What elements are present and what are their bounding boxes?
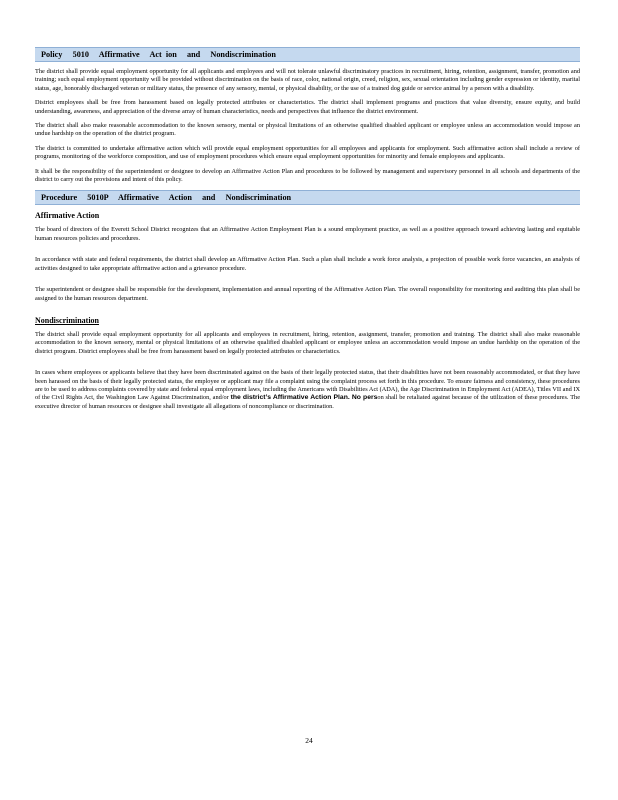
paragraph-text-start: In cases where employees or applicants believe that they have been discriminated against on the basis of their legally protected status, that their disabilities have not been reasonably accommodated, or that they have been harassed on the basis of their legally protected status, the employee or applicant may file a complaint using the complaint process set forth in this procedure. To ensure fairness and consistency, these procedures are to be used to address complaints covered by state and federal equal employment laws, including the Americans with Disabilities Act (ADA), the Age Discrimination in Employment Act (ADEA), Titles VII and IX of the Civil Rights Act, the Washington Law Against Discrimination, and/or: [35, 369, 580, 402]
policy-paragraph-1: The district shall provide equal employment opportunity for all applicants and employees and will not tolerate unlawful discriminatory practices in recruitment, hiring, retention, assignment, transfer, promotion and training; such equal employment opportunity will be provided without discrimination on the basis of race, color, national origin, creed, religion, sex, sexual orientation including gender expression or identity, marital status, age, honorably discharged veteran or military status, the presence of any sensory, mental, or physical disability, or the use of a trained dog guide or service animal by a person with a disability.: [35, 68, 580, 92]
policy-paragraph-3: The district shall also make reasonable accommodation to the known sensory, mental or physical limitations of an otherwise qualified disabled applicant or employee unless an accommodation would impose an undue hardship on the operation of the district program.: [35, 122, 580, 138]
nondiscrimination-paragraph-2: [35, 369, 580, 411]
nondiscrimination-heading: Nondiscrimination: [35, 315, 100, 325]
procedure-header: Procedure 5010P Affirmative Action and Nondiscrimination: [35, 190, 580, 205]
policy-paragraph-2: District employees shall be free from harassment based on legally protected attributes or characteristics. The district shall implement programs and practices that value diversity, ensure equity, and build understanding, awareness, and appreciation of the diverse array of human characteristics, needs and perspectives that influence the district environment.: [35, 99, 580, 115]
affirmative-action-heading: Affirmative Action: [35, 211, 100, 221]
affirmative-action-paragraph-3: The superintendent or designee shall be responsible for the development, implementation and annual reporting of the Affirmative Action Plan. The overall responsibility for monitoring and auditing this plan shall be assigned to the human resources department.: [35, 286, 580, 302]
policy-header: Policy 5010 Affirmative Act ion and Nondiscrimination: [35, 47, 580, 62]
affirmative-action-paragraph-1: The board of directors of the Everett School District recognizes that an Affirmative Action Employment Plan is a sound employment practice, as well as a positive approach toward achieving lasting and equitable human resources policies and procedures.: [35, 226, 580, 242]
paragraph-text-emphasis: the district’s Affirmative Action Plan. No pers: [230, 394, 378, 402]
affirmative-action-paragraph-2: In accordance with state and federal requirements, the district shall develop an Affirmative Action Plan. Such a plan shall include a work force analysis, a projection of possible work force vacancies, an analysis of activities designed to take appropriate affirmative action and a grievance procedure.: [35, 256, 580, 272]
policy-paragraph-4: The district is committed to undertake affirmative action which will provide equal employment opportunities for all employees and applicants for employment. Such affirmative action shall include a review of programs, monitoring of the workforce composition, and use of employment procedures which ensure equal employment opportunities for minority and female employees and applicants.: [35, 144, 580, 161]
nondiscrimination-paragraph-1: The district shall provide equal employment opportunity for all applicants and employees in recruitment, hiring, retention, assignment, transfer, promotion and training. The district shall also make reasonable accommodation to the known sensory, mental or physical limitations of an otherwise qualified disabled applicant or employee unless an accommodation would impose an undue hardship on the operation of the district program. District employees shall be free from harassment based on legally protected attributes or characteristics.: [35, 330, 580, 355]
document-page: [35, 47, 580, 417]
policy-paragraph-5: It shall be the responsibility of the superintendent or designee to develop an Affirmative Action Plan and procedures to be followed by management and supervisory personnel in all schools and departments of the district to carry out the provisions and intent of this policy.: [35, 167, 580, 184]
page-number: 24: [305, 736, 313, 745]
paragraph-text-end: on shall be retaliated against because of the utilization of these procedures. The executive director of human resources or designee shall investigate all allegations of noncompliance or discrimination.: [35, 394, 580, 410]
